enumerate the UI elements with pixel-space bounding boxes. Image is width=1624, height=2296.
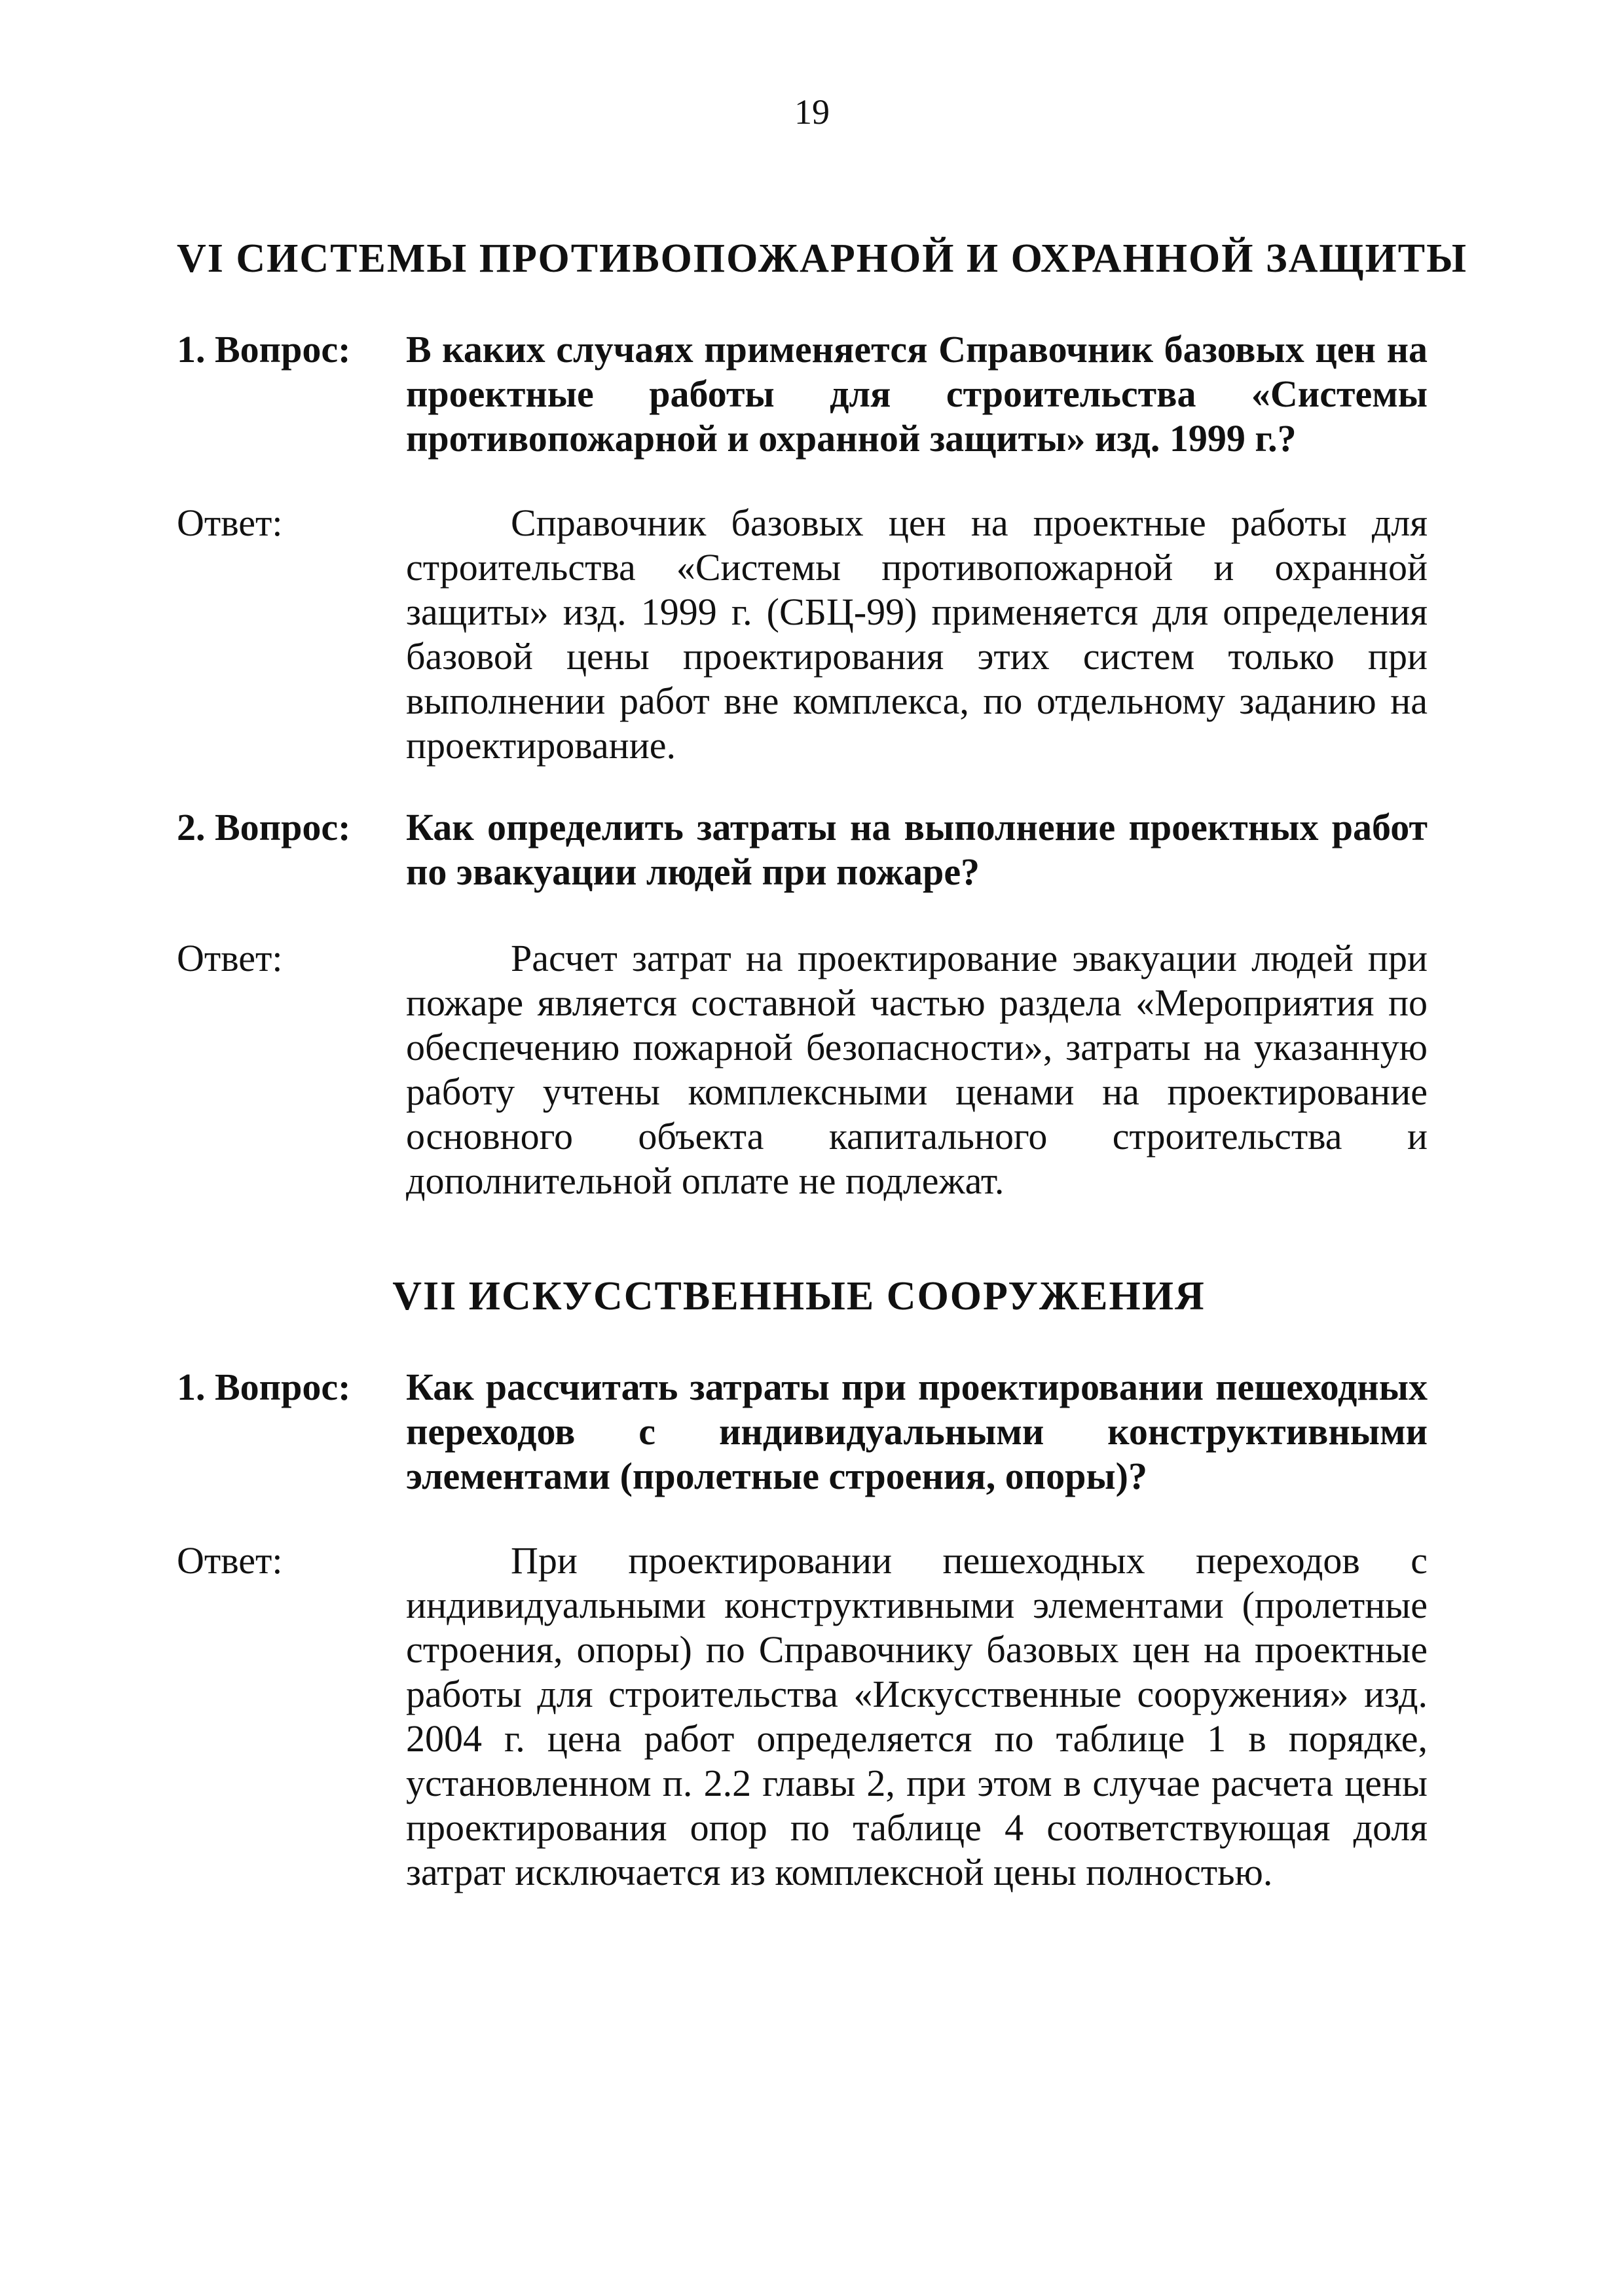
answer-text: При проектировании пешеходных переходов с индивидуальными конструктивными элементами (пролетные строения, опоры) по Справочнику базовых цен на проектные работы для строительства «Искусственные сооружения» изд. 2004 г. цена работ определяется по таблице 1 в порядке, установленном п. 2.2 главы 2, при этом в случае расчета цены проектирования опор по таблице 4 соответствующая доля затрат исключается из комплексной цены полностью.: [406, 1539, 1428, 1893]
question-text: Как определить затраты на выполнение проектных работ по эвакуации людей при пожаре?: [406, 806, 1428, 893]
answer-label: Ответ:: [177, 501, 283, 544]
page-number: 19: [794, 92, 830, 132]
answer-label: Ответ:: [177, 1539, 283, 1582]
answer-text: Расчет затрат на проектирование эвакуации людей при пожаре является составной частью раздела «Мероприятия по обеспечению пожарной безопасности», затраты на указанную работу учтены комплексными ценами на проектирование основного объекта капитального строительства и дополнительной оплате не подлежат.: [406, 937, 1428, 1202]
question-label: 1. Вопрос:: [177, 1366, 351, 1408]
answer-label: Ответ:: [177, 937, 283, 979]
question-text: Как рассчитать затраты при проектировании пешеходных переходов с индивидуальными конструктивными элементами (пролетные строения, опоры)?: [406, 1366, 1428, 1497]
section-title-vi: VI СИСТЕМЫ ПРОТИВОПОЖАРНОЙ И ОХРАННОЙ ЗАЩИТЫ: [177, 236, 1467, 281]
question-label: 2. Вопрос:: [177, 806, 351, 848]
section-title-vii: VII ИСКУССТВЕННЫЕ СООРУЖЕНИЯ: [392, 1274, 1206, 1319]
question-label: 1. Вопрос:: [177, 328, 351, 371]
question-text: В каких случаях применяется Справочник базовых цен на проектные работы для строительства «Системы противопожарной и охранной защиты» изд. 1999 г.?: [406, 328, 1428, 460]
answer-text: Справочник базовых цен на проектные работы для строительства «Системы противопожарной и охранной защиты» изд. 1999 г. (СБЦ-99) применяется для определения базовой цены проектирования этих систем только при выполнении работ вне комплекса, по отдельному заданию на проектирование.: [406, 501, 1428, 767]
